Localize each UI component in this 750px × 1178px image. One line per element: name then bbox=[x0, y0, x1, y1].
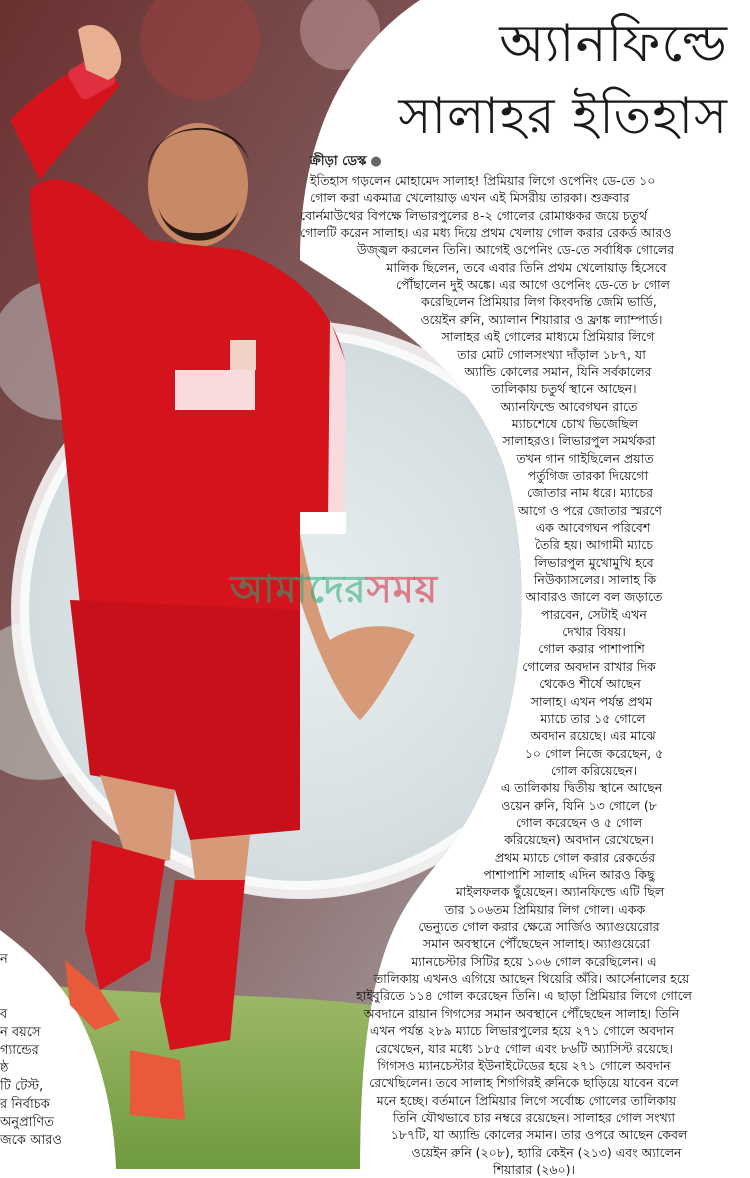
article-line: তার ১০৬তম প্রিমিয়ার লিগ গোল। একক bbox=[444, 901, 646, 917]
left-fragment: ন bbox=[0, 952, 8, 967]
article-line: সালাহরও। লিভারপুল সমর্থকরা bbox=[502, 433, 656, 449]
article-line: এখন পর্যন্ত ২৮৯ ম্যাচে লিভারপুলের হয়ে ২৭১ গোলে অবদান bbox=[370, 1023, 674, 1039]
watermark-part-2: সময় bbox=[366, 567, 439, 611]
article-line: থেকেও শীর্ষে আছেন bbox=[539, 676, 641, 692]
watermark bbox=[230, 560, 438, 624]
byline-dot-icon: ● bbox=[370, 154, 382, 169]
article-line: রেখেছেন, যার মধ্যে ১৮৫ গোল এবং ৮৬টি অ্যাসিস্ট রয়েছে। bbox=[375, 1040, 673, 1056]
article-line: গোল করা একমাত্র খেলোয়াড় এখন এই মিসরীয় তারকা। শুক্রবার bbox=[310, 190, 630, 206]
article-line: হাইবুরিতে ১১৪ গোল করেছেন তিনি। এ ছাড়া প্রিমিয়ার লিগে গোলে bbox=[356, 988, 692, 1004]
article-line: মাইলফলক ছুঁয়েছেন। অ্যানফিল্ডে এটি ছিল bbox=[455, 884, 665, 900]
article-line: তালিকায় এখনও এগিয়ে আছেন থিয়েরি অঁরি। আর্সেনালের হয়ে bbox=[373, 971, 690, 987]
left-fragment: জকে আরও bbox=[0, 1133, 62, 1148]
article-line: গোলটি করেন সালাহ। এর মধ্য দিয়ে প্রথম খেলায় গোল করার রেকর্ড আরও bbox=[300, 225, 672, 241]
article-line: শিয়ারার (২৬০)। bbox=[493, 1161, 575, 1177]
article-line: সালাহর এই গোলের মাধ্যমে প্রিমিয়ার লিগে bbox=[441, 329, 655, 345]
article-line: মালিক ছিলেন, তবে এবার তিনি প্রথম খেলোয়াড় হিসেবে bbox=[386, 259, 667, 275]
left-fragment: গ্যান্ডের bbox=[0, 1043, 39, 1058]
left-fragment: ন বয়সে bbox=[0, 1025, 41, 1040]
article-line: প্রথম ম্যাচে গোল করার রেকর্ডের bbox=[494, 849, 656, 865]
article-line: ওয়েইন রুনি, অ্যালান শিয়ারার ও ফ্রাঙ্ক ল্যাম্পার্ড। bbox=[420, 311, 663, 327]
article-line: গোল করেছেন ও ৫ গোল bbox=[515, 814, 643, 830]
article-line: অ্যান্ডি কোলের সমান, যিনি সর্বকালের bbox=[464, 363, 652, 379]
article-line: তালিকায় চতুর্থ স্থানে আছেন। bbox=[491, 381, 637, 397]
article-line: ১০ গোল নিজে করেছেন, ৫ bbox=[524, 745, 664, 761]
article-line: নিউক্যাসলের। সালাহ কি bbox=[533, 572, 657, 588]
article-line: বোর্নমাউথের বিপক্ষে লিভারপুলের ৪-২ গোলের রোমাঞ্চকর জয়ে চতুর্থ bbox=[300, 207, 648, 223]
byline-text: ক্রীড়া ডেস্ক bbox=[310, 154, 367, 169]
article-line: আবারও জালে বল জড়াতে bbox=[525, 589, 663, 605]
article-line: সমান অবস্থানে পৌঁছেছেন সালাহ। অ্যাগুয়েরো bbox=[422, 936, 651, 952]
left-fragment: ষ্ঠ bbox=[0, 1061, 9, 1076]
article-line: তিনি যৌথভাবে চার নম্বরে রয়েছেন। সালাহর গোল সংখ্যা bbox=[393, 1109, 675, 1125]
article-line: তৈরি হয়। আগামী ম্যাচে bbox=[534, 537, 654, 553]
article-line: ম্যানচেস্টার সিটির হয়ে ১০৬ গোল করেছিলেন। এ bbox=[411, 953, 657, 969]
article-line: ম্যাচশেষে চোখ ভিজেছিল bbox=[511, 415, 639, 431]
article-line: মনে হচ্ছে। বর্তমানে প্রিমিয়ার লিগে সর্বোচ্চ গোলের তালিকায় bbox=[376, 1092, 677, 1108]
left-fragment: র নির্বাচক bbox=[0, 1097, 50, 1112]
article-line: গোলের অবদান রাখার দিক bbox=[522, 658, 656, 674]
article-line: অবদানে রায়ান গিগসের সমান অবস্থানে পৌঁছেছেন সালাহ। তিনি bbox=[363, 1005, 680, 1021]
article-line: ১৮৭টি, যা অ্যান্ডি কোলের সমান। তার ওপরে আছেন কেবল bbox=[390, 1127, 688, 1143]
article-line: ওয়েইন রুনি (২০৮), হ্যারি কেইন (২১৩) এবং অ্যালেন bbox=[411, 1144, 682, 1160]
article-line: ম্যাচে তার ১৫ গোলে bbox=[540, 710, 646, 726]
article-line: পাশাপাশি সালাহ এদিন আরও কিছু bbox=[483, 867, 655, 882]
article-line: পর্তুগিজ তারকা দিয়েগো bbox=[527, 467, 649, 483]
article-line: অবদান রয়েছে। এর মাঝে bbox=[530, 728, 656, 744]
article-line: করিয়েছেন) অবদান রেখেছেন। bbox=[504, 832, 654, 848]
article-line: আগে ও পরে জোতার স্মরণে bbox=[518, 502, 662, 518]
article-line: পারবেন, সেটাই এখন bbox=[541, 606, 647, 622]
article-line: করেছিলেন প্রিমিয়ার লিগ কিংবদন্তি জেমি ভার্ডি, bbox=[421, 294, 657, 310]
headline-line-1: অ্যানফিল্ডে bbox=[499, 14, 728, 74]
article-line: অ্যানফিল্ডে আবেগঘন রাতে bbox=[500, 398, 638, 414]
article-line: গোল করার পাশাপাশি bbox=[538, 641, 645, 657]
article-line: গোল করিয়েছেন। bbox=[550, 762, 638, 778]
article-line: ওয়েন রুনি, যিনি ১৩ গোলে (৮ bbox=[501, 797, 657, 813]
article-line: গিগসও ম্যানচেস্টার ইউনাইটেডের হয়ে ২৭১ গোলে অবদান bbox=[377, 1057, 671, 1073]
article-line: রেখেছিলেন। তবে সালাহ শিগগিরই রুনিকে ছাড়িয়ে যাবেন বলে bbox=[369, 1075, 679, 1091]
article-line: সালাহ। এখন পর্যন্ত প্রথম bbox=[530, 693, 653, 709]
headline-line-2: সালাহর ইতিহাস bbox=[398, 87, 728, 145]
left-fragment: অনুপ্রাণিত bbox=[0, 1115, 54, 1130]
article-line: পৌঁছালেন দুই অঙ্কে। এর আগে ওপেনিং ডে-তে ৮ গোল bbox=[396, 277, 670, 293]
article-line: লিভারপুল মুখোমুখি হবে bbox=[534, 554, 654, 570]
article-line: ইতিহাস গড়লেন মোহামেদ সালাহ! প্রিমিয়ার লিগে ওপেনিং ডে-তে ১০ bbox=[310, 173, 656, 188]
article-line: দেখার বিষয়। bbox=[562, 624, 626, 640]
article-line: তার মোট গোলসংখ্যা দাঁড়াল ১৮৭, যা bbox=[457, 346, 646, 362]
article-line: এক আবেগঘন পরিবেশ bbox=[535, 520, 651, 535]
article-line: এ তালিকায় দ্বিতীয় স্থানে আছেন bbox=[500, 780, 663, 796]
watermark-part-1: আমাদের bbox=[230, 567, 367, 611]
article-line: তখন গান গাইছিলেন প্রয়াত bbox=[516, 450, 654, 466]
article-line: ভেন্যুতে গোল করার ক্ষেত্রে সার্জিও অ্যাগুয়েরোর bbox=[418, 919, 660, 935]
article-line: উজ্জ্বল করলেন তিনি। আগেই ওপেনিং ডে-তে সর্বাধিক গোলের bbox=[356, 242, 675, 258]
article-line: জোতার নাম ধরে। ম্যাচের bbox=[527, 485, 653, 501]
left-fragment: ব bbox=[0, 1007, 8, 1022]
left-fragment: টি টেস্ট, bbox=[0, 1079, 44, 1094]
